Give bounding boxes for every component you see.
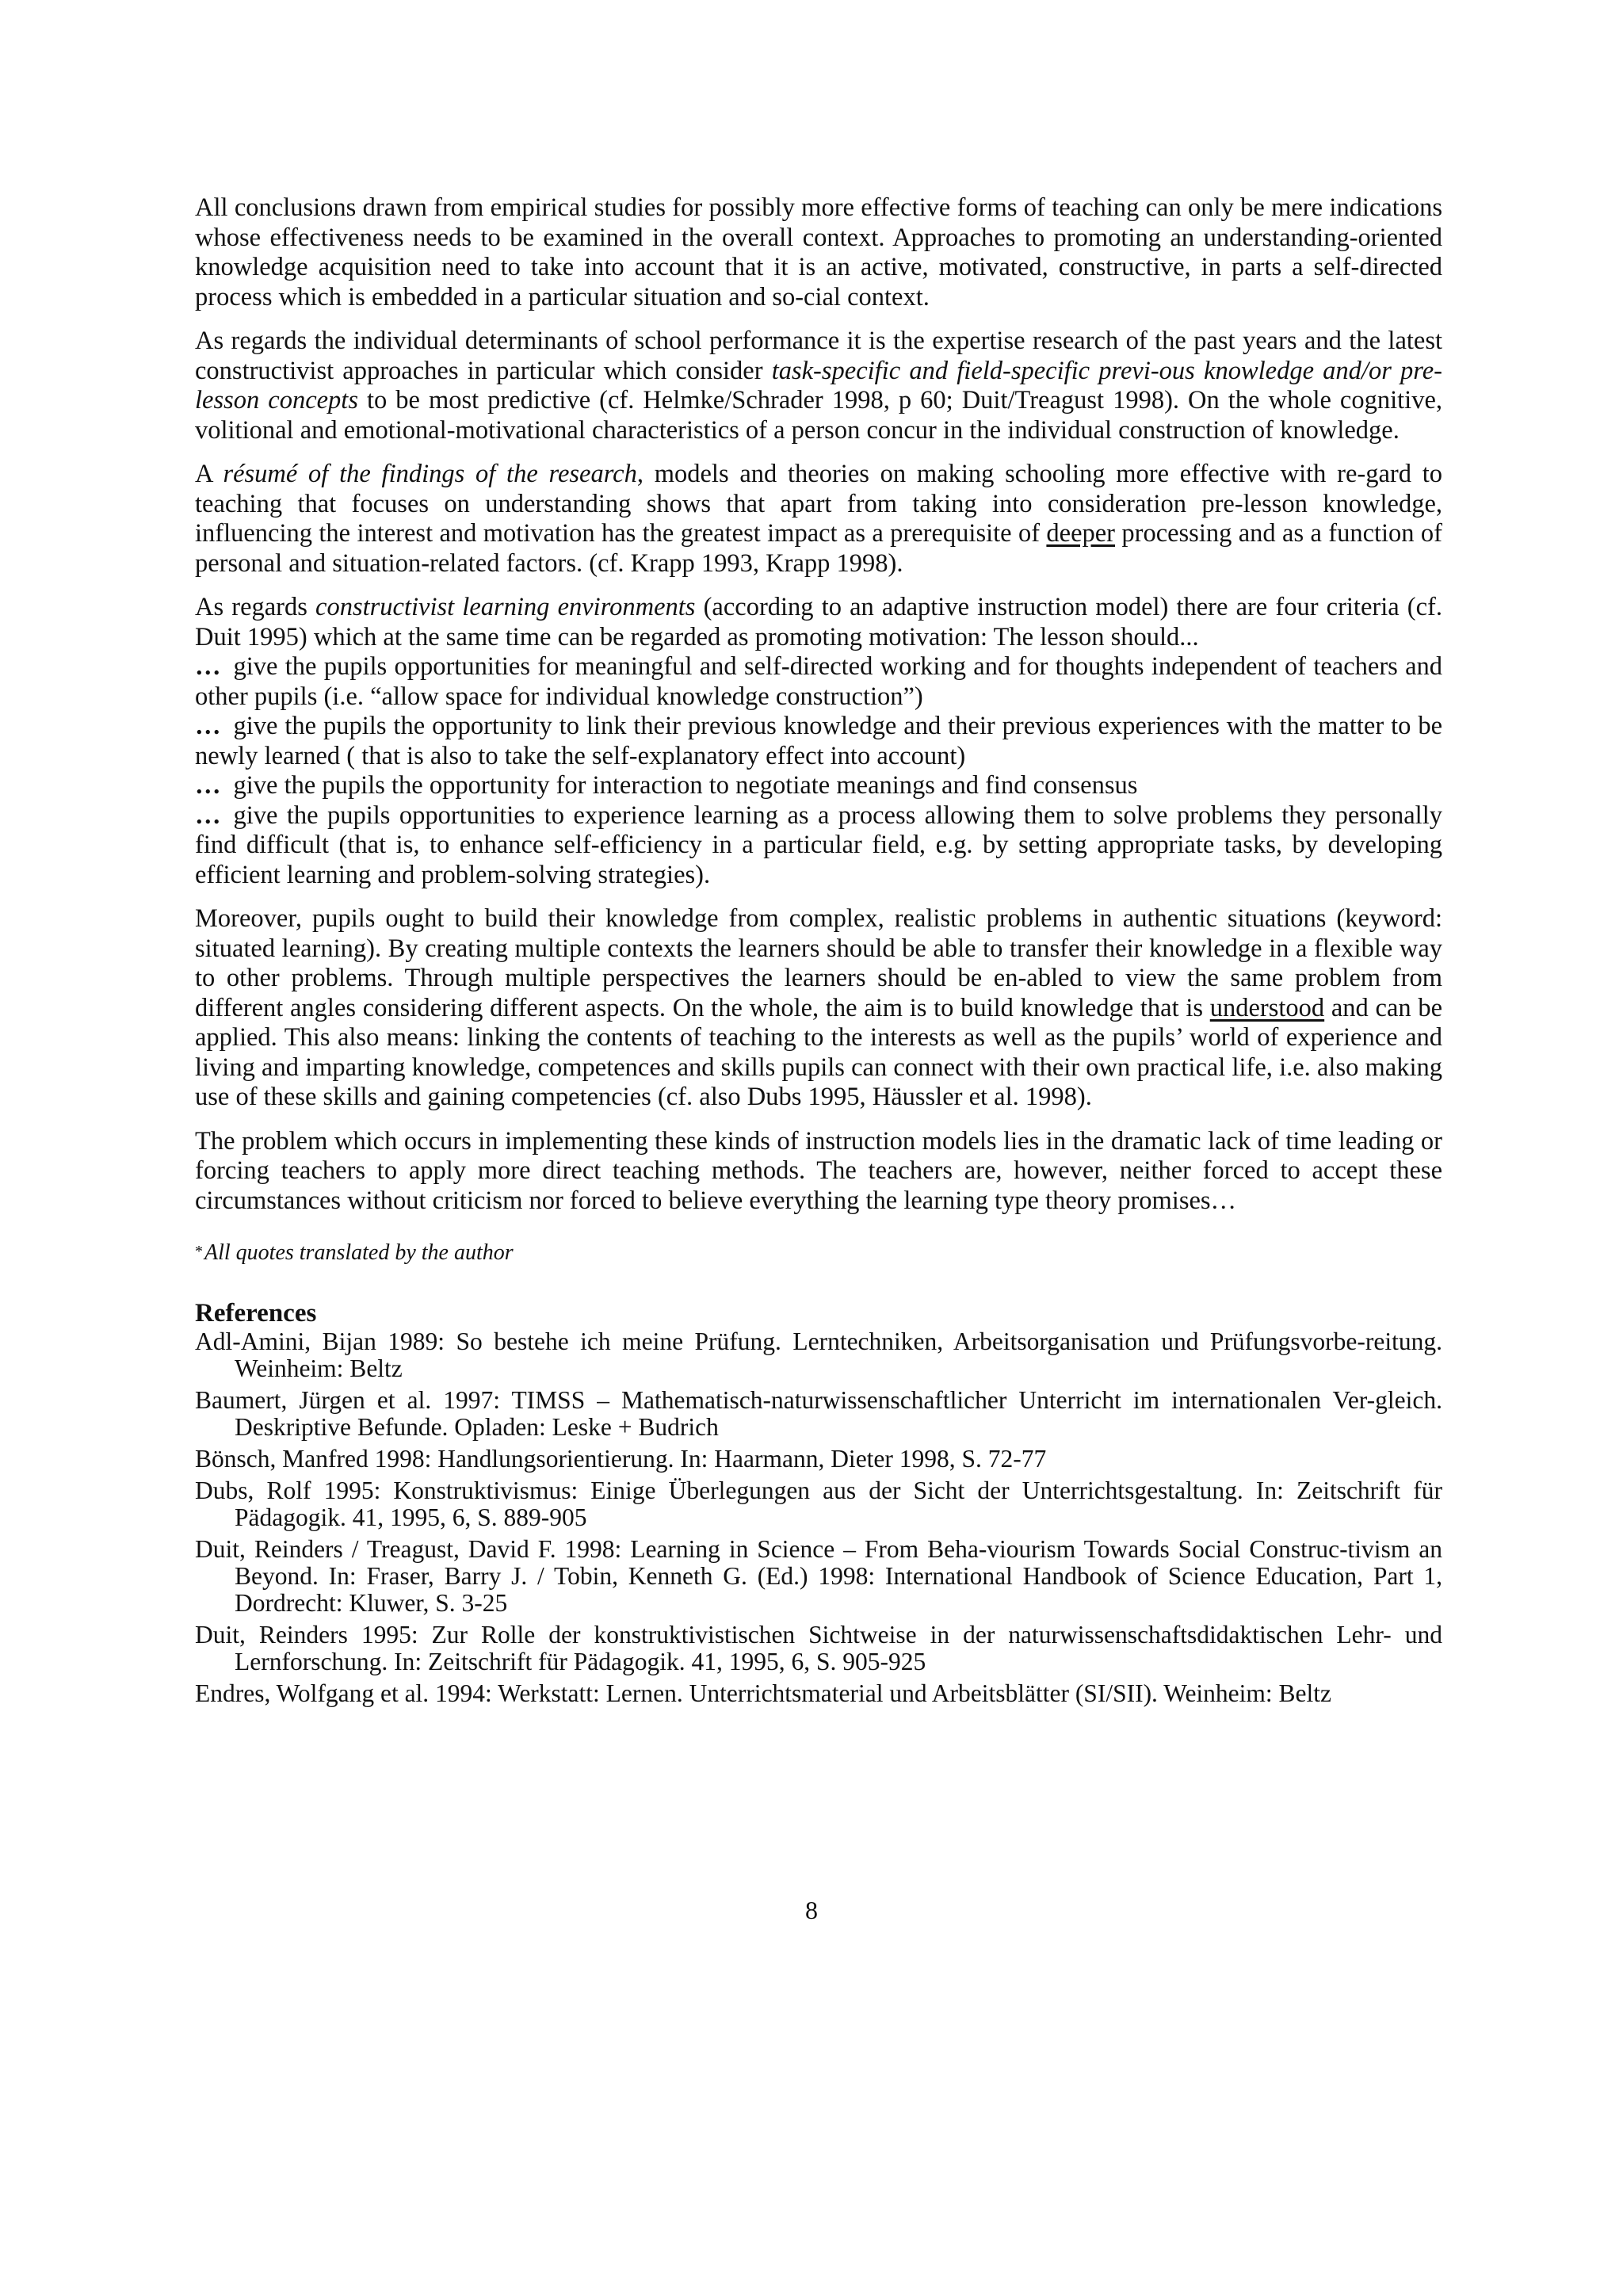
paragraph-5-underline: understood: [1209, 993, 1325, 1022]
paragraph-2: [195, 327, 1442, 445]
ellipsis-marker: …: [195, 771, 221, 800]
paragraph-3-underline: deeper: [1046, 519, 1115, 548]
paragraph-3: [195, 460, 1442, 579]
paragraph-3-text-b: , models and theories on making schooling more effective with re-gard to teaching that focuses on understanding shows that apart from taking into consideration pre-lesson knowledge, influencing the interest and motivation has the greatest impact as a prerequisite of: [195, 460, 1442, 548]
criteria-item-text: give the pupils the opportunity to link their previous knowledge and their previous experiences with the matter to be newly learned ( that is also to take the self-explanatory effect into account): [195, 712, 1442, 770]
reference-item: Duit, Reinders / Treagust, David F. 1998: Learning in Science – From Beha-viourism Towards Social Construc-tivism an Beyond. In: Fraser, Barry J. / Tobin, Kenneth G. (Ed.) 1998: International Handbook of Science Education, Part 1, Dordrecht: Kluwer, S. 3-25: [195, 1535, 1442, 1617]
reference-item: Dubs, Rolf 1995: Konstruktivismus: Einige Überlegungen aus der Sicht der Unterrichtsgestaltung. In: Zeitschrift für Pädagogik. 41, 1995, 6, S. 889-905: [195, 1477, 1442, 1531]
paragraph-4-intro: [195, 593, 1442, 652]
reference-item: Endres, Wolfgang et al. 1994: Werkstatt: Lernen. Unterrichtsmaterial und Arbeitsblätter (SI/SII). Weinheim: Beltz: [195, 1679, 1332, 1707]
paragraph-2-text-a: As regards the individual determinants of school performance it is the expertise research of the past years and the latest constructivist approaches in particular which consider: [195, 327, 1442, 385]
paragraph-2-emphasis: task-specific and field-specific previ-ous knowledge and/or pre-lesson concepts: [195, 356, 1442, 415]
paragraph-4-text-b: (according to an adaptive instruction model) there are four criteria (cf. Duit 1995) which at the same time can be regarded as promoting motivation: The lesson should...: [195, 593, 1442, 651]
paragraph-1-text: All conclusions drawn from empirical studies for possibly more effective forms of teaching can only be mere indications whose effectiveness needs to be examined in the overall context. Approaches to promoting an understanding-oriented knowledge acquisition need to take into account that it is an active, motivated, constructive, in parts a self-directed process which is embedded in a particular situation and so-cial context.: [195, 193, 1442, 311]
footnote: [195, 1238, 1442, 1266]
paragraph-1: [195, 193, 1442, 312]
paragraph-5-text-b: and can be applied. This also means: linking the contents of teaching to the interests as well as the pupils’ world of experience and living and imparting knowledge, competences and skills pupils can connect with their own practical life, i.e. also making use of these skills and gaining competencies (cf. also Dubs 1995, Häussler et al. 1998).: [195, 993, 1442, 1111]
paragraph-5-text-a: Moreover, pupils ought to build their knowledge from complex, realistic problems in authentic situations (keyword: situated learning). By creating multiple contexts the learners should be able to transfer their knowledge in a flexible way to other problems. Through multiple perspectives the learners should be en-abled to view the same problem from different angles considering different aspects. On the whole, the aim is to build knowledge that is: [195, 904, 1442, 1022]
paragraph-2-text-b: to be most predictive (cf. Helmke/Schrader 1998, p 60; Duit/Treagust 1998). On the whole cognitive, volitional and emotional-motivational characteristics of a person concur in the individual construction of knowledge.: [195, 386, 1442, 445]
paragraph-6-text: The problem which occurs in implementing these kinds of instruction models lies in the dramatic lack of time leading or forcing teachers to apply more direct teaching methods. The teachers are, however, neither forced to accept these circumstances without criticism nor forced to believe everything the learning type theory promises…: [195, 1126, 1442, 1215]
paragraph-4-emphasis: constructivist learning environments: [315, 593, 696, 621]
paragraph-3-text-c: processing and as a function of personal and situation-related factors. (cf. Krapp 1993, Krapp 1998).: [195, 519, 1442, 578]
reference-item: Bönsch, Manfred 1998: Handlungsorientierung. In: Haarmann, Dieter 1998, S. 72-77: [195, 1445, 1047, 1473]
document-body: [195, 193, 1442, 1712]
criteria-item-text: give the pupils the opportunity for interaction to negotiate meanings and find consensus: [233, 771, 1138, 800]
paragraph-3-emphasis: résumé of the findings of the research: [223, 460, 637, 488]
ellipsis-marker: …: [195, 652, 221, 681]
criteria-item: [195, 652, 1442, 712]
reference-item: Adl-Amini, Bijan 1989: So bestehe ich meine Prüfung. Lerntechniken, Arbeitsorganisation und Prüfungsvorbe-reitung. Weinheim: Beltz: [195, 1328, 1442, 1382]
criteria-item: [195, 771, 1442, 801]
paragraph-3-text-a: A: [195, 460, 223, 488]
ellipsis-marker: …: [195, 712, 221, 740]
ellipsis-marker: …: [195, 800, 221, 830]
criteria-item: [195, 801, 1442, 891]
criteria-item-text: give the pupils opportunities for meaningful and self-directed working and for thoughts independent of teachers and other pupils (i.e. “allow space for individual knowledge construction”): [195, 652, 1442, 711]
criteria-item-text: give the pupils opportunities to experience learning as a process allowing them to solve problems they personally find difficult (that is, to enhance self-efficiency in a particular field, e.g. by setting appropriate tasks, by developing efficient learning and problem-solving strategies).: [195, 800, 1442, 889]
page-number: 8: [805, 1896, 818, 1924]
footnote-text: All quotes translated by the author: [204, 1240, 514, 1265]
paragraph-6: [195, 1127, 1442, 1217]
reference-item: Baumert, Jürgen et al. 1997: TIMSS – Mathematisch-naturwissenschaftlicher Unterricht im internationalen Ver-gleich. Deskriptive Befunde. Opladen: Leske + Budrich: [195, 1386, 1442, 1441]
footnote-asterisk: *: [195, 1243, 203, 1260]
criteria-item: [195, 712, 1442, 771]
paragraph-5: [195, 904, 1442, 1113]
paragraph-4-text-a: As regards: [195, 593, 316, 621]
reference-item: Duit, Reinders 1995: Zur Rolle der konstruktivistischen Sichtweise in der naturwissenschaftsdidaktischen Lehr- und Lernforschung. In: Zeitschrift für Pädagogik. 41, 1995, 6, S. 905-925: [195, 1621, 1442, 1675]
paragraph-4: [195, 593, 1442, 890]
references-list: [195, 1328, 1442, 1707]
references-heading: References: [195, 1299, 317, 1328]
